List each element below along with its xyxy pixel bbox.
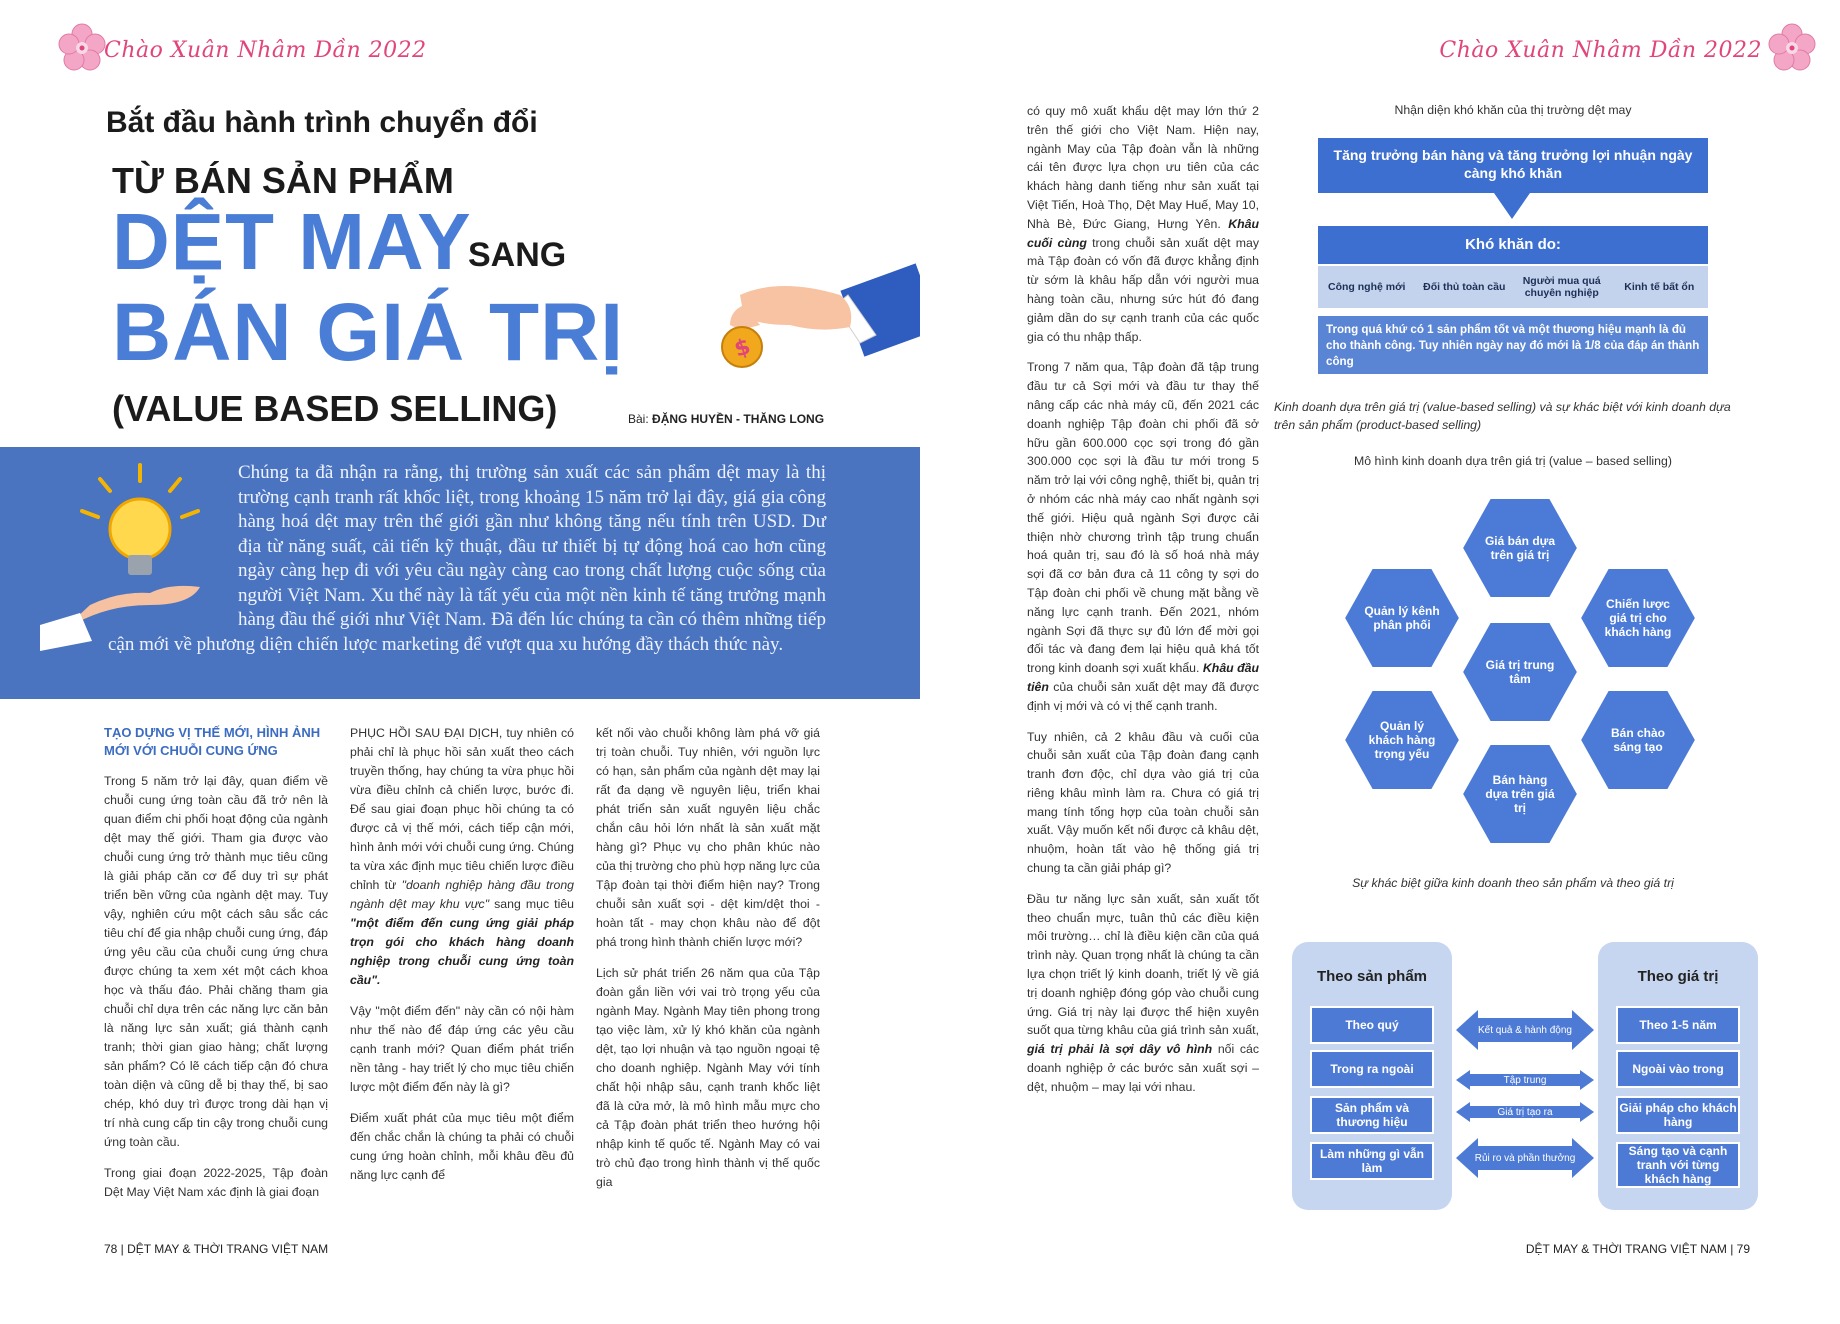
title-line1: Bắt đầu hành trình chuyển đổi bbox=[106, 106, 538, 139]
value-based-item: Ngoài vào trong bbox=[1616, 1050, 1740, 1088]
col4-paragraph-1 bbox=[1027, 102, 1259, 346]
intro-text: Chúng ta đã nhận ra rằng, thị trường sản xuất các sản phẩm dệt may là thị trường cạnh tranh rất khốc liệt, trong khoảng 15 năm trở lại đây, giá gia công hàng hoá dệt may trên thế giới gần như không tăng nếu tính trên USD. Dư địa từ năng suất, cải tiến kỹ thuật, đầu tư thiết bị tự động hoá cao hơn cũng ngày càng hẹp đi với yêu cầu ngày càng cao trong chất lượng cuộc sống của người Việt Nam. Xu thế này là tất yếu của một nền kinh tế tăng trưởng mạnh hàng đầu thế giới như Việt Nam. Đã đến lúc chúng ta cần có thêm những tiếp cận mới về phương diện chiến lược marketing để vượt qua xu hướng đầy thách thức này. bbox=[108, 462, 826, 655]
hex-upper-right-label: Chiến lược giá trị cho khách hàng bbox=[1604, 597, 1672, 639]
title-line4: BÁN GIÁ TRỊ bbox=[112, 287, 625, 378]
difficulty-note: Trong quá khứ có 1 sản phẩm tốt và một thương hiệu mạnh là đủ cho thành công. Tuy nhiên ngày nay đó mới là 1/8 của đáp án thành công bbox=[1318, 316, 1708, 374]
hex-center bbox=[1460, 620, 1580, 724]
col4-paragraph-2 bbox=[1027, 358, 1259, 715]
product-based-item: Theo quý bbox=[1310, 1006, 1434, 1044]
hex-top-label: Giá bán dựa trên giá trị bbox=[1484, 534, 1556, 562]
difficulty-causes-row bbox=[1318, 266, 1708, 308]
column-3 bbox=[596, 724, 820, 1204]
footer-right: DỆT MAY & THỜI TRANG VIỆT NAM | 79 bbox=[1525, 1242, 1750, 1256]
col4-p1-text-c: trong chuỗi sản xuất dệt may mà Tập đoàn có vốn đã được khẳng định từ sớm là khâu hấp dẫn với người mua hàng toàn cầu, nhưng sức hút đó đang giảm dần do sự cạnh tranh của các quốc gia có thu nhập thấp. bbox=[1027, 235, 1259, 344]
comparison-middle-label: Tập trung bbox=[1503, 1074, 1547, 1086]
cherry-blossom-icon bbox=[54, 20, 110, 76]
value-based-item: Sáng tạo và cạnh tranh với từng khách hàng bbox=[1616, 1142, 1740, 1188]
col4-p1-text-a: có quy mô xuất khẩu dệt may lớn thứ 2 trên thế giới cho Việt Nam. Hiện nay, ngành May của Tập đoàn vẫn là những cái tên được lựa chọn ưu tiên của các khách hàng danh tiếng như sản xuất tại Việt Tiến, Hoà Thọ, Dệt May Huế, May 10, Nhà Bè, Đức Giang, Hưng Yên. bbox=[1027, 104, 1259, 231]
hex-center-label: Giá trị trung tâm bbox=[1485, 658, 1555, 686]
diagram2-caption: Mô hình kinh doanh dựa trên giá trị (value – based selling) bbox=[1354, 454, 1672, 468]
hex-top bbox=[1460, 496, 1580, 600]
difficulty-middle-box: Khó khăn do: bbox=[1318, 226, 1708, 264]
double-arrow-icon bbox=[1456, 1070, 1594, 1090]
product-based-item: Trong ra ngoài bbox=[1310, 1050, 1434, 1088]
comparison-middle-label: Kết quả & hành động bbox=[1478, 1024, 1572, 1036]
intro-paragraph bbox=[108, 461, 826, 657]
hex-lower-right bbox=[1578, 688, 1698, 792]
title-line5: (VALUE BASED SELLING) bbox=[112, 388, 558, 429]
section-heading: TẠO DỰNG VỊ THẾ MỚI, HÌNH ẢNH MỚI VỚI CHUỖI CUNG ỨNG bbox=[104, 725, 321, 758]
product-based-box bbox=[1292, 942, 1452, 1210]
hex-upper-right bbox=[1578, 566, 1698, 670]
col4-p1-bold-italic: Khâu cuối cùng bbox=[1027, 216, 1259, 250]
product-based-title: Theo sản phẩm bbox=[1316, 968, 1428, 985]
value-model-diagram bbox=[1310, 480, 1730, 870]
product-based-item: Làm những gì vẫn làm bbox=[1310, 1142, 1434, 1180]
col1-paragraph-1: Trong 5 năm trở lại đây, quan điểm về chuỗi cung ứng toàn cầu đã trở nên là quan điểm chi phối hoạt động của ngành dệt may thế giới. Tham gia được vào chuỗi cung ứng trở thành mục tiêu cũng là giải pháp căn cơ để duy trì sự phát triển bền vững của ngành dệt may. Tuy vậy, nghiên cứu một cách sâu sắc các tiêu chí để gia nhập chuỗi cung ứng, đáp ứng yêu cầu của chuỗi cung ứng chưa được chúng ta xem xét một cách khoa học và thấu đáo. Phải chăng tham gia chuỗi chỉ dựa trên các năng lực căn bản là năng lực sản xuất; giá thành cạnh tranh; thời gian giao hàng; chất lượng sản phẩm? Có lẽ cách tiếp cận đó chưa toàn diện và cũng dễ bị thay thế, bị sao chép, khó duy trì được trong dài hạn vị trí nhà cung cấp tin cậy trong chuỗi cung ứng toàn cầu. bbox=[104, 774, 328, 1149]
value-based-title: Theo giá trị bbox=[1637, 968, 1719, 985]
difficulty-top-box: Tăng trưởng bán hàng và tăng trưởng lợi nhuận ngày càng khó khăn bbox=[1318, 138, 1708, 193]
title-line2: TỪ BÁN SẢN PHẨM bbox=[112, 160, 454, 201]
comparison-middle-label: Rủi ro và phần thưởng bbox=[1474, 1152, 1576, 1164]
difficulty-cause: Công nghệ mới bbox=[1328, 281, 1406, 293]
value-based-item: Giải pháp cho khách hàng bbox=[1616, 1096, 1740, 1134]
right-page bbox=[920, 0, 1840, 1324]
diagram2-footnote: Sự khác biệt giữa kinh doanh theo sản phẩm và theo giá trị bbox=[1352, 876, 1674, 890]
col2-p1-text-c: sang mục tiêu bbox=[494, 897, 575, 911]
hex-lower-left bbox=[1342, 688, 1462, 792]
column-1 bbox=[104, 724, 328, 1214]
col2-p1-text-a: PHỤC HỒI SAU ĐẠI DỊCH, tuy nhiên có phải chỉ là phục hồi sản xuất theo cách truyền thống, hay chúng ta vừa phục hồi vừa điều chỉnh cả chiến lược, bước đi. Để sau giai đoạn phục hồi chúng ta có được cả vị thế mới, cách tiếp cận mới, hình ảnh mới với chuỗi cung ứng. Chúng ta vừa xác định mục tiêu chiến lược điều chỉnh từ bbox=[350, 726, 574, 892]
col4-p4-text-a: Đầu tư năng lực sản xuất, sản xuất tốt theo chuẩn mực, tuân thủ các điều kiện môi trường… chỉ là điều kiện cần của quá trình này. Quan trọng nhất là chúng ta cần lựa chọn triết lý kinh doanh, triết lý về giá trị doanh nghiệp đóng góp vào chuỗi cung ứng. Giá trị này lại được thể hiện xuyên suốt qua từng khâu của giá trình sản xuất, bbox=[1027, 891, 1259, 1038]
value-based-item: Theo 1-5 năm bbox=[1616, 1006, 1740, 1044]
diagram1-caption: Nhận diện khó khăn của thị trường dệt may bbox=[1394, 103, 1632, 117]
hex-upper-left-label: Quản lý kênh phân phối bbox=[1364, 604, 1440, 632]
comparison-diagram bbox=[1292, 942, 1758, 1210]
col2-paragraph-1 bbox=[350, 724, 574, 990]
header-script-right: Chào Xuân Nhâm Dần 2022 bbox=[1439, 38, 1762, 63]
header-script-left: Chào Xuân Nhâm Dần 2022 bbox=[104, 38, 427, 63]
product-based-item: Sản phẩm và thương hiệu bbox=[1310, 1096, 1434, 1134]
col4-paragraph-4 bbox=[1027, 890, 1259, 1097]
byline bbox=[628, 412, 824, 426]
difficulty-diagram bbox=[1318, 138, 1708, 384]
col2-paragraph-3: Điểm xuất phát của mục tiêu một điểm đến chắc chắn là chúng ta phải có chuỗi cung ứng hoàn chỉnh, mỗi khâu đều đủ năng lực cạnh để bbox=[350, 1111, 574, 1182]
double-arrow-icon bbox=[1456, 1138, 1594, 1178]
diagram1-footnote: Kinh doanh dựa trên giá trị (value-based selling) và sự khác biệt với kinh doanh dựa trên sản phẩm (product-based selling) bbox=[1274, 400, 1731, 432]
byline-prefix: Bài: bbox=[628, 412, 649, 426]
byline-authors: ĐẶNG HUYỀN - THĂNG LONG bbox=[652, 412, 825, 426]
cherry-blossom-icon bbox=[1764, 20, 1820, 76]
col2-paragraph-2: Vậy "một điểm đến" này cần có nội hàm như thế nào để đáp ứng các yêu cầu cạnh tranh mới? Quan điểm phát triển nền tảng - hay triết lý cho mục tiêu chiến lược một điểm đến này là gì? bbox=[350, 1004, 574, 1094]
col4-p2-text-a: Trong 7 năm qua, Tập đoàn đã tập trung đầu tư cả Sợi mới và đầu tư thay thế nâng cấp các nhà máy cũ, đến 2021 các doanh nghiệp Tập đoàn chi phối đã sở hữu gần 600.000 cọc sợi trong đó gần 300.000 cọc sợi là đầu tư mới trong 5 năm trở lại với công nghệ, thiết bị, quản trị ở nhóm các nhà máy cao nhất ngành sợi thế giới. Hiệu quả ngành Sợi được cải thiện nhờ chương trình tập trung chuẩn hoá quản trị, sau đó là số hoá nhà máy sợi đã cơ bản đưa cả 11 công ty sợi do Tập đoàn chi phối về chung mặt bằng về năng lực cạnh tranh. Đến 2021, nhóm ngành Sợi đã thực sự đủ lớn để mời gọi đối tác và đang đem lại hiệu quả khá tốt trong kinh doanh sợi xuất khẩu. bbox=[1027, 360, 1259, 676]
col4-p2-bold-italic: Khâu đầu tiên bbox=[1027, 661, 1260, 694]
col3-paragraph-2: Lịch sử phát triển 26 năm qua của Tập đoàn gắn liền với vai trò trọng yếu của ngành May. Ngành May tiên phong trong tạo việc làm, xử lý khó khăn của ngành dệt, tạo lợi nhuận và tạo nguồn ngoại tệ cho doanh nghiệp. Ngành May với tính chất hội nhập sâu, cạnh tranh khốc liệt đã là cửa mở, là mô hình mẫu mực cho cả Tập đoàn phát triển theo hướng hội nhập kinh tế quốc tế. Ngành May có vai trò chủ đạo trong hình thành vị thế quốc gia bbox=[596, 966, 820, 1189]
col2-p1-italic: "doanh nghiệp hàng đầu trong ngành dệt may khu vực" bbox=[350, 878, 574, 911]
down-arrow-icon bbox=[1494, 193, 1530, 219]
col4-paragraph-3: Tuy nhiên, cả 2 khâu đầu và cuối của chuỗi sản xuất của Tập đoàn đang cạnh tranh đơn độc, chỉ dựa vào giá trị của riêng khâu mình làm ra. Chưa có giá trị mang tính tổng hợp của toàn chuỗi sản xuất. Vậy muốn kết nối được cả khâu dệt, nhuộm, hoàn tất vào hệ thống giá trị chung ta cần giải pháp gì? bbox=[1027, 729, 1259, 876]
double-arrow-icon bbox=[1456, 1102, 1594, 1122]
col4-p2-text-c: của chuỗi sản xuất dệt may đã được định vị mới và có vị thế cạnh tranh. bbox=[1027, 679, 1260, 713]
coin-symbol: $ bbox=[731, 334, 754, 363]
column-4 bbox=[1027, 102, 1259, 1109]
hex-lower-right-label: Bán chào sáng tạo bbox=[1610, 726, 1665, 754]
col4-p4-text-c: nối các doanh nghiệp ở các bước sản xuất sợi – dệt, nhuộm – may lại với nhau. bbox=[1027, 1042, 1260, 1094]
value-based-box bbox=[1598, 942, 1758, 1210]
difficulty-cause: Đối thủ toàn cầu bbox=[1423, 281, 1506, 293]
difficulty-cause: Người mua quá chuyên nghiệp bbox=[1522, 275, 1601, 299]
hex-bottom-label: Bán hàng dựa trên giá trị bbox=[1485, 773, 1555, 815]
col2-p1-bold-italic: "một điểm đến cung ứng giải pháp trọn gói cho khách hàng doanh nghiệp trong chuỗi cung ứng toàn cầu". bbox=[350, 916, 574, 987]
col3-paragraph-1: kết nối vào chuỗi không làm phá vỡ giá trị toàn chuỗi. Tuy nhiên, với nguồn lực có hạn, sản phẩm của ngành dệt may lại rất đa dạng về nguyên liệu, triển khai phát triển sản xuất nguyên liệu chắc chắn câu hỏi lớn nhất là sản xuất mặt hàng gì? Phục vụ cho phân khúc nào của thị trường cho phù hợp năng lực của Tập đoàn tại thời điểm hiện nay? Trong chuỗi sản xuất sợi - dệt kim/dệt thoi - hoàn tất - may chọn khâu nào để đột phá trong hình thành chiến lược mới? bbox=[596, 726, 821, 949]
intro-band bbox=[0, 447, 920, 699]
hex-bottom bbox=[1460, 742, 1580, 846]
hex-upper-left bbox=[1342, 566, 1462, 670]
difficulty-cause: Kinh tế bất ổn bbox=[1624, 281, 1695, 293]
comparison-middle-label: Giá trị tạo ra bbox=[1497, 1106, 1553, 1118]
column-2 bbox=[350, 724, 574, 1197]
hex-lower-left-label: Quản lý khách hàng trọng yếu bbox=[1368, 719, 1436, 761]
double-arrow-icon bbox=[1456, 1010, 1594, 1050]
footer-left: 78 | DỆT MAY & THỜI TRANG VIỆT NAM bbox=[104, 1242, 329, 1256]
title-line3-sang: SANG bbox=[468, 236, 567, 274]
hand-holding-coin-illustration bbox=[700, 255, 924, 395]
col4-p4-bold-italic: giá trị phải là sợi dây vô hình bbox=[1027, 1042, 1213, 1057]
title-line3: DỆT MAY bbox=[112, 197, 472, 286]
col1-paragraph-2: Trong giai đoạn 2022-2025, Tập đoàn Dệt May Việt Nam xác định là giai đoạn bbox=[104, 1166, 328, 1199]
